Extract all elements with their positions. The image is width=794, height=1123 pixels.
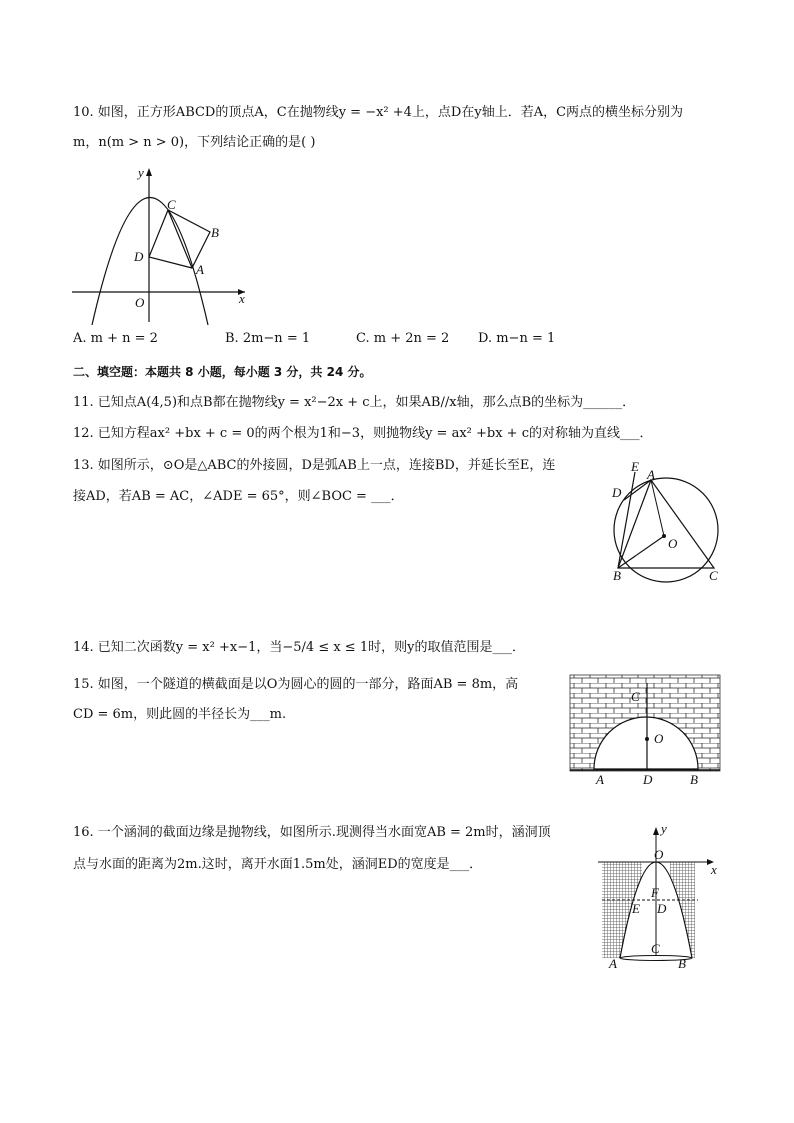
label-A: A [596, 772, 604, 787]
label-x: x [711, 862, 717, 877]
q11-text: 11. 已知点A(4,5)和点B都在抛物线y = x²−2x + c上，如果AB//x轴，那么点B的坐标为______． [73, 395, 636, 410]
label-O: O [654, 847, 664, 862]
label-B: B [690, 772, 698, 787]
section2-heading: 二、填空题：本题共 8 小题，每小题 3 分，共 24 分。 [73, 365, 372, 379]
label-x: x [239, 291, 245, 306]
label-C: C [651, 941, 660, 956]
label-y: y [661, 821, 667, 836]
circumcircle [614, 478, 718, 582]
q15-line2: CD = 6m，则此圆的半径长为___m. [73, 707, 287, 722]
label-A: A [196, 262, 204, 277]
q16-figure [598, 822, 728, 972]
label-B: B [678, 956, 686, 971]
q10-option-b: B. 2m−n = 1 [225, 331, 311, 346]
q16-line1: 16. 一个涵洞的截面边缘是抛物线，如图所示.现测得当水面宽AB = 2m时，涵洞顶 [73, 825, 551, 840]
label-D: D [657, 901, 667, 916]
q13-line1: 13. 如图所示，⊙O是△ABC的外接圆，D是弧AB上一点，连接BD，并延长至E，连 [73, 458, 556, 473]
label-E: E [632, 901, 640, 916]
q10-option-c: C. m + 2n = 2 [356, 331, 450, 346]
label-B: B [211, 225, 219, 240]
q14-text: 14. 已知二次函数y = x² +x−1，当−5/4 ≤ x ≤ 1时，则y的取值范围是___． [73, 640, 525, 655]
diagonal-CA [168, 210, 192, 268]
segment-OB [618, 536, 664, 568]
q13-line2: 接AD，若AB = AC，∠ADE = 65°，则∠BOC = ___． [73, 489, 404, 504]
y-axis-arrow [146, 168, 152, 176]
label-C: C [631, 689, 640, 704]
q10-line1: 10. 如图，正方形ABCD的顶点A，C在抛物线y = −x² +4上，点D在y轴上．若A，C两点的横坐标分别为 [73, 105, 684, 120]
label-O: O [654, 731, 664, 746]
parabola-curve [92, 198, 208, 326]
label-F: F [651, 885, 659, 900]
q16-line2: 点与水面的距离为2m.这时，离开水面1.5m处，涵洞ED的宽度是___． [73, 857, 483, 872]
label-y: y [138, 165, 144, 180]
label-D: D [134, 249, 144, 264]
y-axis-arrow [653, 827, 659, 835]
q13-figure [606, 458, 726, 588]
q15-line1: 15. 如图，一个隧道的横截面是以O为圆心的圆的一部分，路面AB = 8m，高 [73, 677, 519, 692]
label-A: A [609, 956, 617, 971]
label-B: B [613, 568, 621, 583]
center-O-dot [662, 534, 666, 538]
q10-line2: m，n(m > n > 0)，下列结论正确的是( ) [73, 135, 316, 150]
q10-option-a: A. m + n = 2 [73, 331, 158, 346]
label-D: D [612, 485, 622, 500]
label-C: C [167, 197, 176, 212]
label-O: O [668, 536, 678, 551]
q10-figure [60, 160, 260, 330]
label-D: D [643, 772, 653, 787]
q12-text: 12. 已知方程ax² +bx + c = 0的两个根为1和−3，则抛物线y = ax² +bx + c的对称轴为直线___． [73, 426, 653, 441]
label-O: O [135, 295, 145, 310]
q10-option-d: D. m−n = 1 [478, 331, 556, 346]
q15-figure [570, 673, 720, 788]
center-O-dot [645, 737, 649, 741]
label-C: C [709, 568, 718, 583]
label-E: E [631, 459, 639, 474]
label-A: A [647, 467, 655, 482]
